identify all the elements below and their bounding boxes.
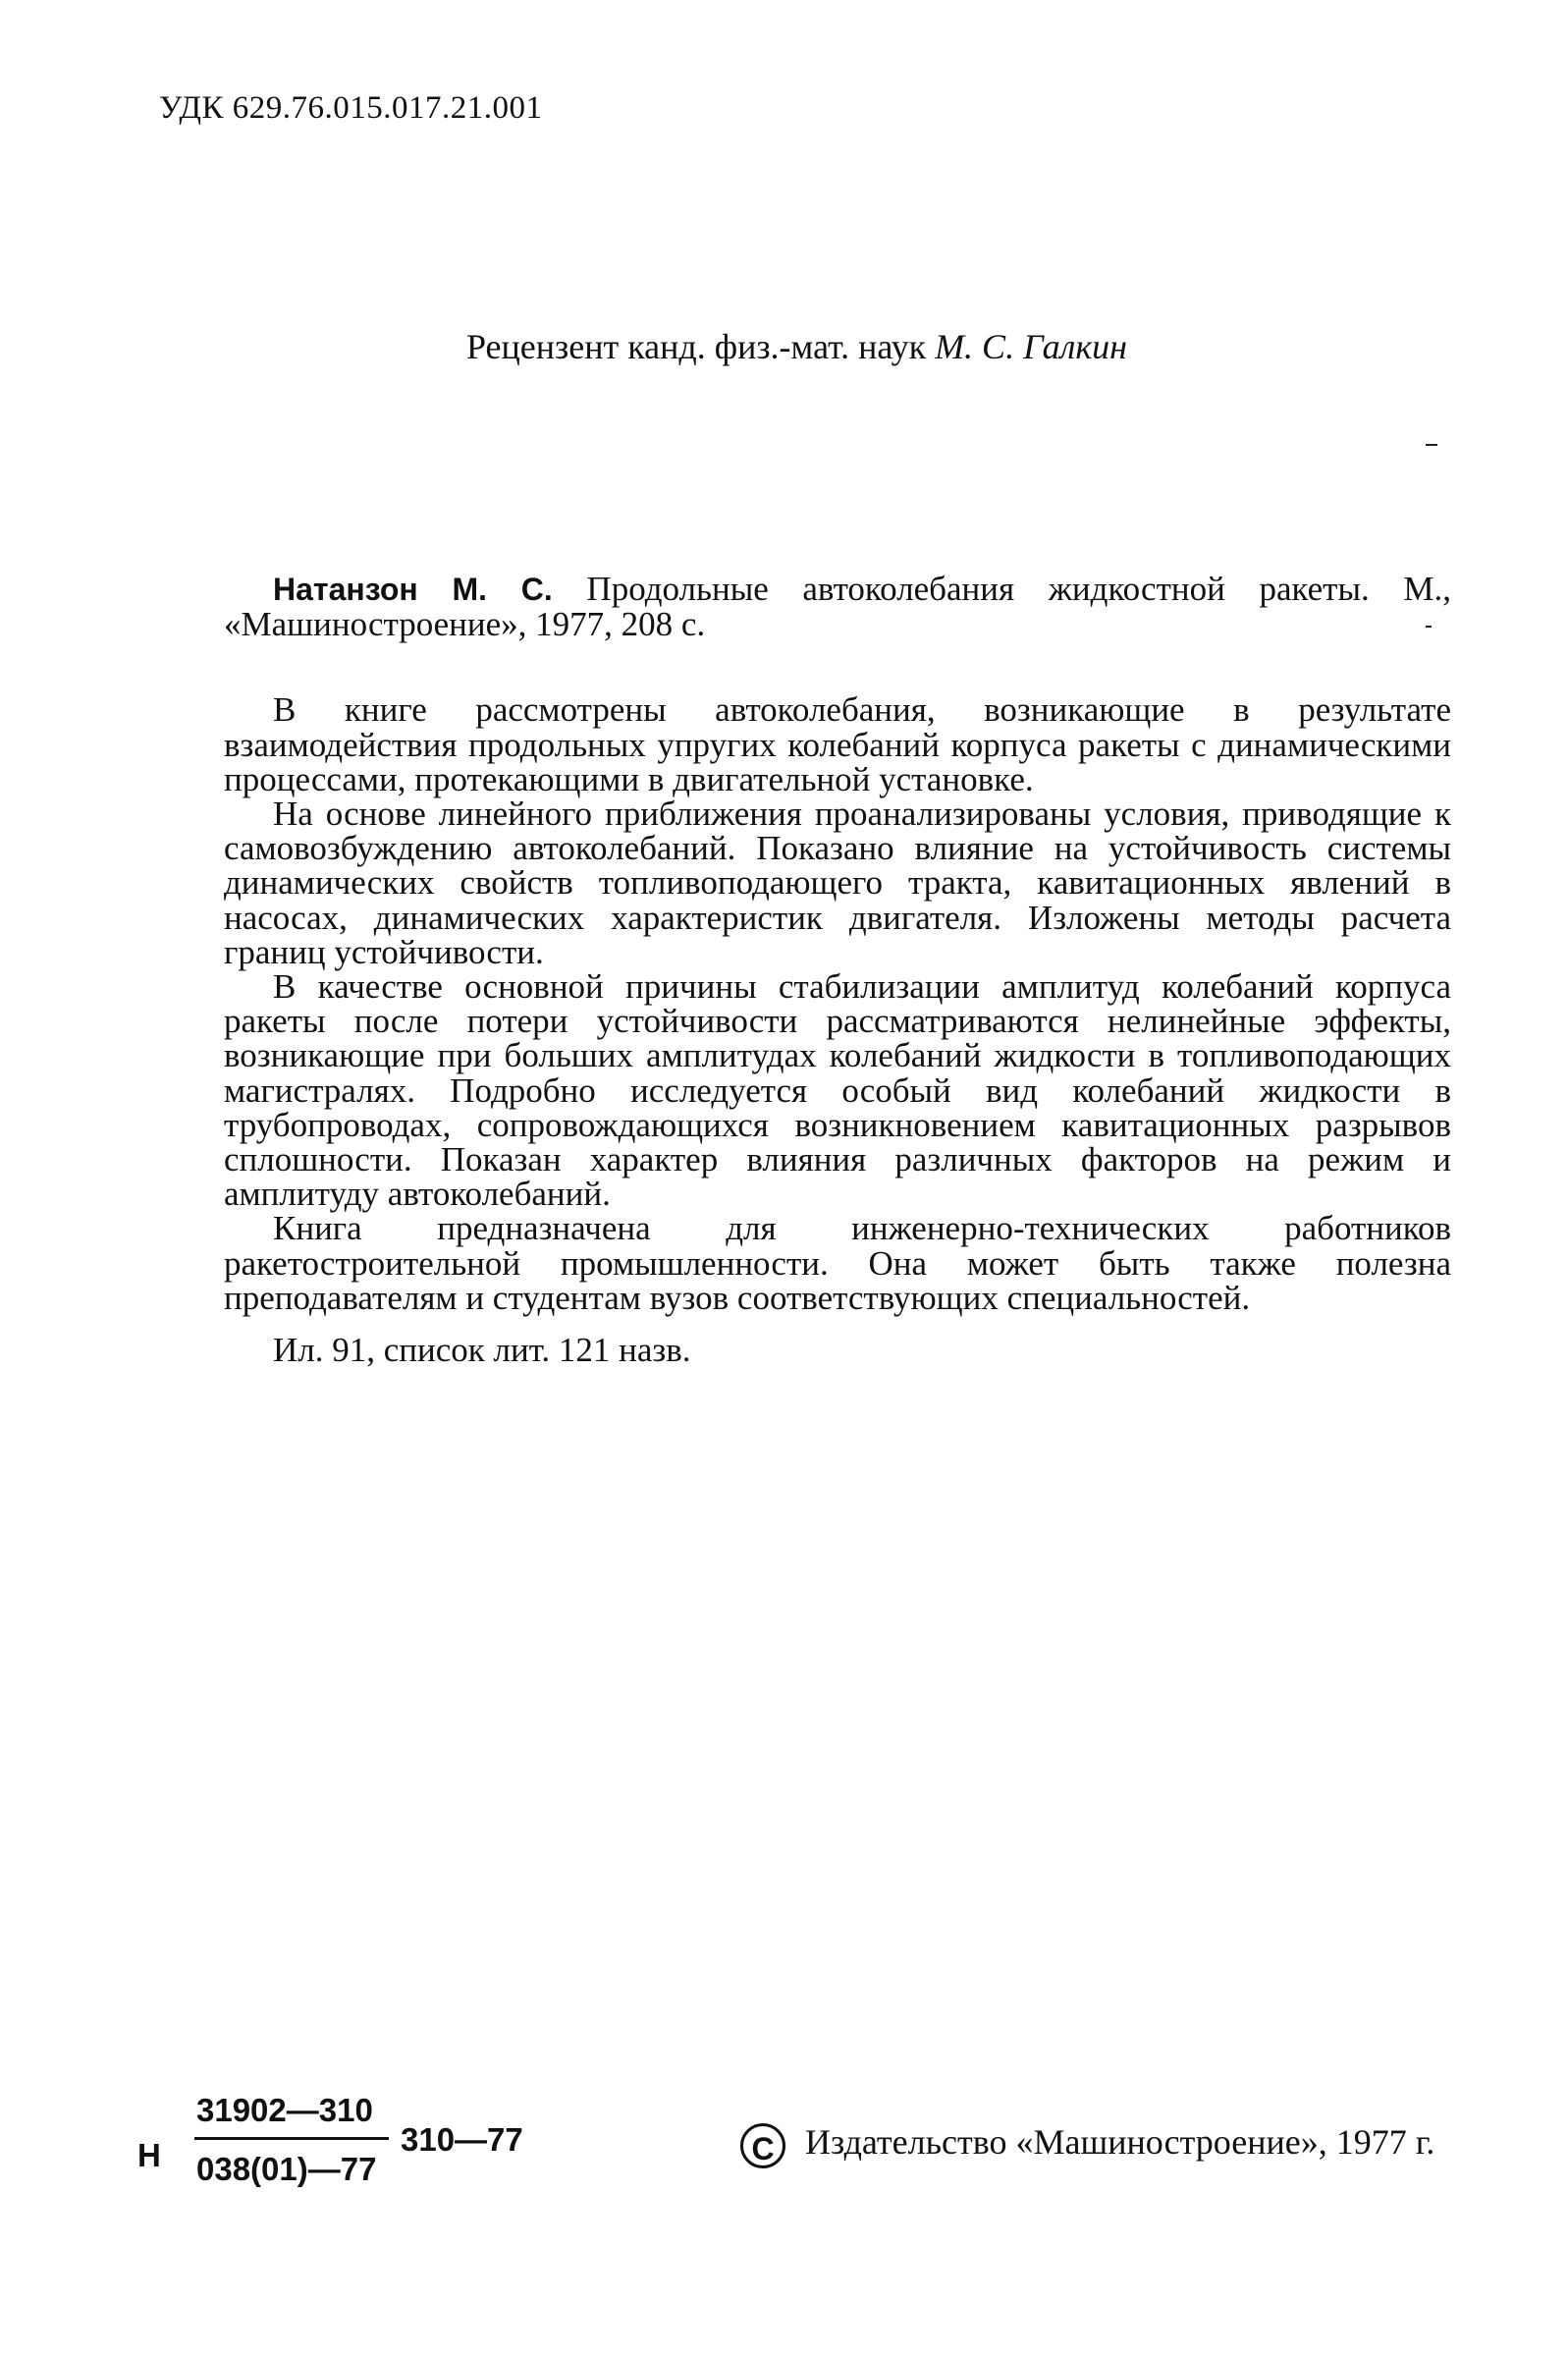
illustrations-note: Ил. 91, список лит. 121 назв. — [273, 1331, 691, 1370]
imprint-footer — [137, 2092, 1492, 2210]
bibliographic-entry — [224, 570, 1451, 644]
copyright-line — [740, 2121, 1434, 2168]
copyright-icon: C — [740, 2123, 785, 2168]
fraction-suffix: 310—77 — [401, 2121, 523, 2158]
abstract-paragraph: В качестве основной причины стабилизации амплитуд колебаний корпуса ракеты после потери устойчивости рассматриваются нелинейные эффекты, возникающие при больших амплитудах колебаний жидкости в топливоподающих магистралях. Подробно исследуется особый вид колебаний жидкости в трубопроводах, сопровождающихся возникновением кавитационных разрывов сплошности. Показан характер влияния различных факторов на режим и амплитуду автоколебаний. — [224, 967, 1451, 1214]
udc-code: УДК 629.76.015.017.21.001 — [159, 90, 543, 126]
reviewer-line — [466, 326, 1127, 367]
fraction-bar — [194, 2137, 389, 2140]
copyright-text: Издательство «Машиностроение», 1977 г. — [805, 2122, 1435, 2162]
reviewer-name: М. С. Галкин — [935, 327, 1128, 366]
author-name: Натанзон М. С. — [273, 572, 553, 607]
reviewer-prefix: Рецензент канд. физ.-мат. наук — [466, 327, 936, 366]
index-letter: Н — [137, 2137, 161, 2173]
abstract-paragraph: Книга предназначена для инженерно-технических работников ракетостроительной промышленности. Она может быть также полезна преподавателям и студентам вузов соответствующих специальностей. — [224, 1209, 1451, 1317]
fraction-numerator: 31902—310 — [196, 2092, 373, 2128]
abstract-paragraph: В книге рассмотрены автоколебания, возникающие в результате взаимодействия продольных упругих колебаний корпуса ракеты с динамическими процессами, протекающими в двигательной установке. — [224, 690, 1451, 798]
annotation-block — [224, 570, 1451, 1370]
fraction-denominator: 038(01)—77 — [196, 2151, 377, 2187]
scan-mark — [1426, 444, 1437, 446]
bibliographic-rest: Продольные автоколебания жидкостной ракеты. М., «Машиностроение», 1977, 208 с. — [224, 570, 1451, 644]
abstract-paragraph: На основе линейного приближения проанализированы условия, приводящие к самовозбуждению автоколебаний. Показано влияние на устойчивость системы динамических свойств топливоподающего тракта, кавитационных явлений в насосах, динамических характеристик двигателя. Изложены методы расчета границ устойчивости. — [224, 795, 1451, 971]
